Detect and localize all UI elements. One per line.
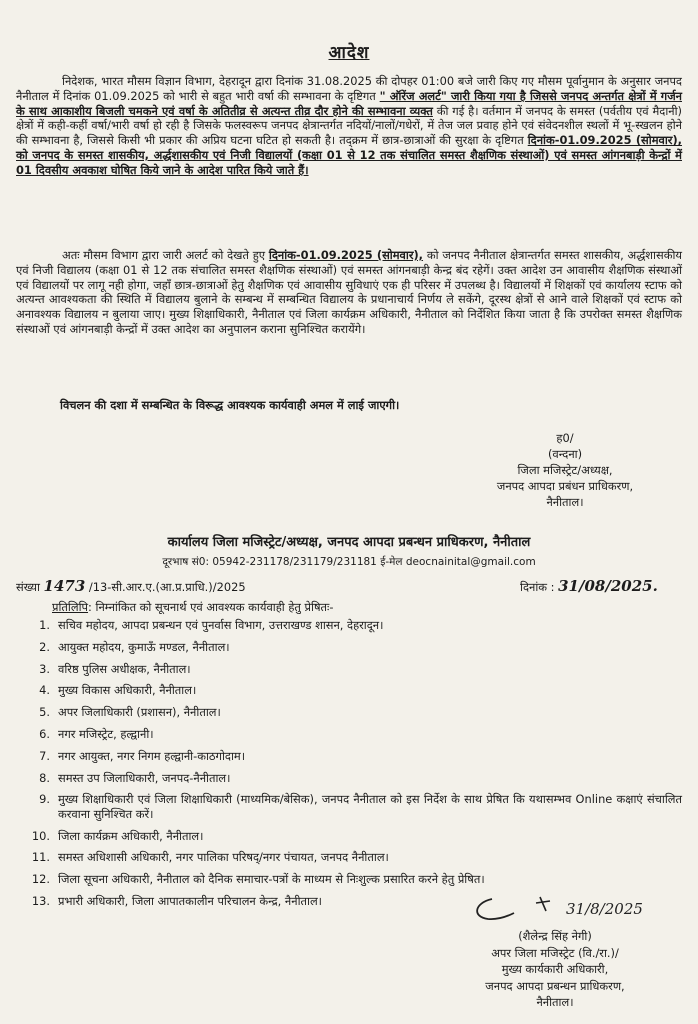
signatory-additional-magistrate (420, 928, 690, 1011)
date-label: दिनांक : (520, 580, 555, 594)
contact-line: दूरभाष सं0: 05942-231178/231179/231181 ई-मेल deocnainital@gmail.com (162, 556, 536, 568)
closure-date-highlight: दिनांक-01.09.2025 (सोमवार), (268, 248, 424, 262)
list-item: 13. प्रभारी अधिकारी, जिला आपातकालीन परिचालन केन्द्र, नैनीताल। (31, 894, 323, 909)
list-item: 4. मुख्य विकास अधिकारी, नैनीताल। (39, 683, 197, 698)
list-item: 2. आयुक्त महोदय, कुमाऊँ मण्डल, नैनीताल। (39, 639, 230, 654)
list-item: 11. समस्त अधिशासी अधिकारी, नगर पालिका परिषद्/नगर पंचायत, जनपद नैनीताल। (31, 850, 389, 865)
para1-text-b: की गई है। वर्तमान में जनपद के समस्त (पर्वतीय एवं मैदानी) क्षेत्रों में कही-कहीं वर्षा/भारी वर्षा हो रही है जिसके फलस्वरूप जनपद क्षेत्रान्तर्गत नदियों/नालों/गधेरों, में तेज जल प्रवाह होने एवं संवेदनशील स्थलों में भू-स्खलन होने की सम्भावना है, जिससे किसी भी प्रकार की अप्रिय घटना घटित हो सकती है। तद्क्रम में छात्र-छात्राओं की सुरक्षा के दृष्टिगत (16, 103, 682, 148)
recipient-list (16, 618, 682, 916)
list-item: 9. मुख्य शिक्षाधिकारी एवं जिला शिक्षाधिकारी (माध्यमिक/बेसिक), जनपद नैनीताल को इस निर्देश के साथ प्रेषित कि यथासम्भव Online कक्षाएं संचालित करवाना सुनिश्चित करें। (39, 792, 682, 821)
list-item: 6. नगर मजिस्ट्रेट, हल्द्वानी। (39, 726, 154, 741)
list-item: 12. जिला सूचना अधिकारी, नैनीताल को दैनिक समाचार-पत्रों के माध्यम से निःशुल्क प्रसारित करने हेतु प्रेषित। (31, 872, 485, 887)
office-heading: कार्यालय जिला मजिस्ट्रेट/अध्यक्ष, जनपद आपदा प्रबन्धन प्राधिकरण, नैनीताल (167, 535, 531, 550)
order-paragraph-2 (16, 248, 682, 337)
signatory-authority: जनपद आपदा प्रबन्धन प्राधिकरण, (485, 978, 625, 993)
para1-text-a: निदेशक, भारत मौसम विज्ञान विभाग, देहरादून द्वारा दिनांक 31.08.2025 की दोपहर 01:00 बजे जारी किए गए मौसम पूर्वानुमान के अनुसार जनपद नैनीताल में दिनांक 01.09.2025 को भारी से बहुत भारी वर्षा की सम्भावना के दृष्टिगत (16, 74, 682, 103)
list-item: 5. अपर जिलाधिकारी (प्रशासन), नैनीताल। (39, 705, 221, 720)
list-item: 10. जिला कार्यक्रम अधिकारी, नैनीताल। (31, 828, 204, 843)
signatory-designation: जिला मजिस्ट्रेट/अध्यक्ष, (517, 463, 613, 477)
signatory-place: नैनीताल। (536, 995, 574, 1009)
copy-to-heading (52, 600, 333, 615)
signatory-place: नैनीताल। (546, 495, 584, 509)
reference-number (16, 577, 246, 595)
list-item: 3. वरिष्ठ पुलिस अधीक्षक, नैनीताल। (39, 661, 191, 676)
reference-date (520, 577, 658, 595)
copy-to-text: : निम्नांकित को सूचनार्थ एवं आवश्यक कार्यवाही हेतु प्रेषितः- (88, 600, 334, 614)
handwritten-signature (470, 893, 690, 925)
signatory-name: (शैलेन्द्र सिंह नेगी) (518, 929, 592, 943)
signed-mark: ह0/ (556, 431, 574, 445)
order-paragraph-3: विचलन की दशा में सम्बन्धित के विरूद्ध आवश्यक कार्यवाही अमल में लाई जाएगी। (60, 398, 400, 412)
signature-date: 31/8/2025 (566, 900, 643, 918)
order-paragraph-1 (16, 74, 682, 178)
order-title: आदेश (328, 43, 370, 63)
holiday-order-highlight: दिनांक-01.09.2025 (सोमवार), को जनपद के समस्त शासकीय, अर्द्धशासकीय एवं निजी विद्यालयों (कक्षा 01 से 12 तक संचालित समस्त शैक्षणिक संस्थाओं) एवं समस्त आंगनबाड़ी केन्द्रों में 01 दिवसीय अवकाश घोषित किये जाने के आदेश पारित किये जाते हैं। (16, 133, 682, 177)
para2-text-b: को जनपद नैनीताल क्षेत्रान्तर्गत समस्त शासकीय, अर्द्धशासकीय एवं निजी विद्यालय (कक्षा 01 से 12 तक संचालित समस्त शैक्षणिक संस्थाओं) एवं समस्त आंगनबाड़ी केन्द्र बंद रहेगें। उक्त आदेश उन आवासीय शैक्षणिक संस्थाओं एवं विद्यालयों पर लागू नही होगा, जहाँ छात्र-छात्राओं हेतु शैक्षणिक एवं आवासीय सुविधाएं एक ही परिसर में उपलब्ध है। विद्यालयों में शिक्षकों एवं कार्यालय स्टाफ को अत्यन्त आवश्यकता की स्थिति में विद्यालय बुलाने के सम्बन्ध में सम्बन्धित विद्यालय के प्रधानाचार्य निर्णय ले सकेंगे, दूरस्थ क्षेत्रों से आने वाले शिक्षकों एवं स्टाफ को अनावश्यक विद्यालय न बुलाया जाए। मुख्य शिक्षाधिकारी, नैनीताल एवं जिला कार्यक्रम अधिकारी, नैनीताल को निर्देशित किया जाता है कि उपरोक्त समस्त शैक्षणिक संस्थाओं एवं आंगनबाड़ी केन्द्रों में उक्त आदेश का अनुपालन कराना सुनिश्चित करायेंगे। (16, 248, 683, 336)
para2-text-a: अतः मौसम विभाग द्वारा जारी अलर्ट को देखते हुए (62, 248, 269, 262)
signatory-role: मुख्य कार्यकारी अधिकारी, (501, 962, 609, 976)
reference-label: संख्या (16, 580, 40, 594)
list-item: 7. नगर आयुक्त, नगर निगम हल्द्वानी-काठगोदाम। (39, 748, 246, 763)
copy-to-label: प्रतिलिपि (52, 600, 89, 614)
signatory-name: (वन्दना) (547, 447, 583, 461)
signatory-designation: अपर जिला मजिस्ट्रेट (वि./रा.)/ (491, 945, 619, 960)
reference-suffix: /13-सी.आर.ए.(आ.प्र.प्राधि.)/2025 (88, 580, 246, 594)
handwritten-date: 31/08/2025. (558, 577, 658, 595)
reference-handwritten-number: 1473 (43, 577, 86, 595)
list-item: 1. सचिव महोदय, आपदा प्रबन्धन एवं पुनर्वास विभाग, उत्तराखण्ड शासन, देहरादून। (39, 618, 384, 632)
signatory-district-magistrate (440, 430, 690, 510)
orange-alert-highlight: " ऑरेंज अलर्ट" जारी किया गया है जिससे जनपद अन्तर्गत क्षेत्रों में गर्जन के साथ आकाशीय बिजली चमकने एवं वर्षा के अतितीव्र से अत्यन्त तीव्र दौर होने की सम्भावना व्यक्त (16, 88, 682, 118)
signatory-authority: जनपद आपदा प्रबंधन प्राधिकरण, (496, 479, 634, 493)
list-item: 8. समस्त उप जिलाधिकारी, जनपद-नैनीताल। (39, 770, 231, 785)
